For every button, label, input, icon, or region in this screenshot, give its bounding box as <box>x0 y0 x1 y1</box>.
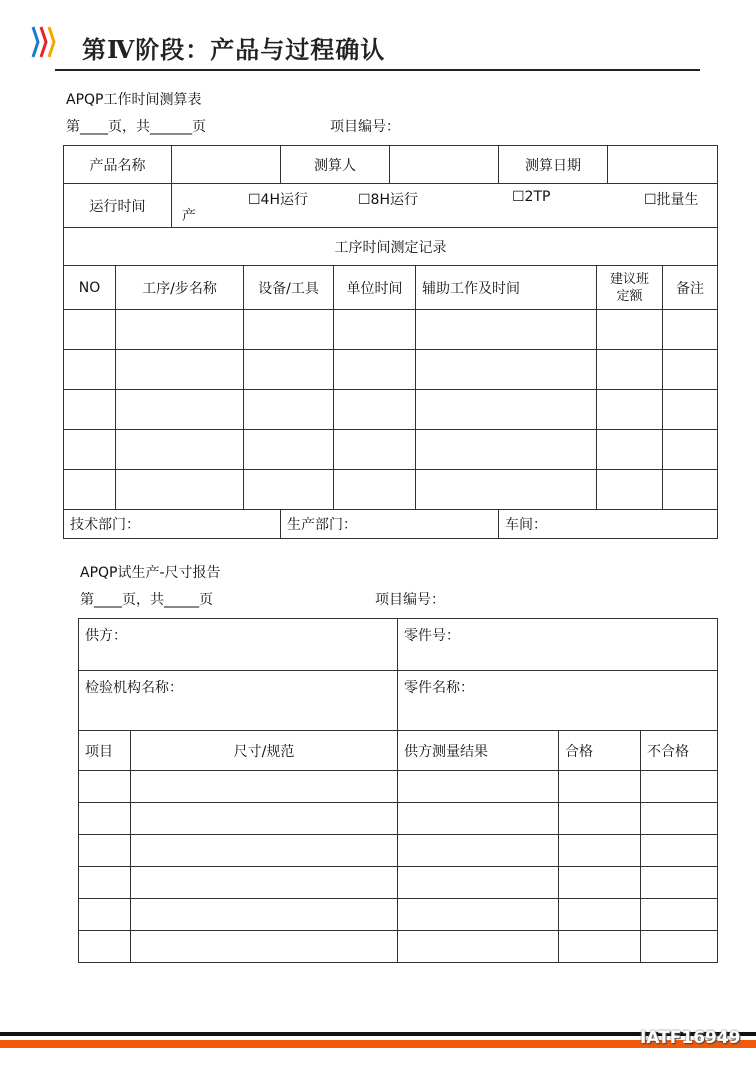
table-cell[interactable] <box>559 899 641 931</box>
table-cell[interactable] <box>559 835 641 867</box>
table-cell[interactable] <box>597 310 663 350</box>
col-supplier-result: 供方测量结果 <box>398 731 559 771</box>
col-process: 工序/步名称 <box>116 266 244 310</box>
table-cell[interactable] <box>416 310 597 350</box>
table-cell[interactable] <box>116 470 244 510</box>
table-row <box>79 771 718 803</box>
table-cell[interactable] <box>334 310 416 350</box>
table-cell[interactable] <box>244 470 334 510</box>
table-cell[interactable] <box>79 835 131 867</box>
form2-page-line: 第____页，共_____页 <box>80 592 213 608</box>
option-4h[interactable]: ☐4H运行 <box>248 191 308 208</box>
col-quota: 建议班定额 <box>597 266 663 310</box>
col-no: NO <box>64 266 116 310</box>
table-row <box>79 867 718 899</box>
table-cell[interactable] <box>597 430 663 470</box>
table-cell[interactable] <box>597 470 663 510</box>
part-no-field[interactable]: 零件号： <box>398 619 718 671</box>
measurer-field[interactable] <box>390 146 499 184</box>
watermark: IATF16949 <box>640 1028 741 1048</box>
table-row <box>79 931 718 963</box>
table-cell[interactable] <box>641 899 718 931</box>
table-cell[interactable] <box>641 803 718 835</box>
table-cell[interactable] <box>131 803 398 835</box>
run-time-options <box>172 184 718 228</box>
table-cell[interactable] <box>116 310 244 350</box>
col-unit-time: 单位时间 <box>334 266 416 310</box>
lab-name-field[interactable]: 检验机构名称： <box>79 671 398 731</box>
run-time-label: 运行时间 <box>64 184 172 228</box>
table-row <box>64 310 718 350</box>
table-cell[interactable] <box>244 350 334 390</box>
table-cell[interactable] <box>641 867 718 899</box>
product-name-field[interactable] <box>172 146 281 184</box>
section-title: 工序时间测定记录 <box>64 228 718 266</box>
form1-project-no: 项目编号： <box>330 119 400 135</box>
table-cell[interactable] <box>79 931 131 963</box>
table-cell[interactable] <box>416 350 597 390</box>
table-cell[interactable] <box>116 430 244 470</box>
tech-dept[interactable]: 技术部门： <box>64 510 281 539</box>
table-row <box>79 899 718 931</box>
table-cell[interactable] <box>131 867 398 899</box>
table-cell[interactable] <box>64 350 116 390</box>
table-cell[interactable] <box>416 470 597 510</box>
table-cell[interactable] <box>641 835 718 867</box>
col-dimension: 尺寸/规范 <box>131 731 398 771</box>
table-cell[interactable] <box>64 390 116 430</box>
table-cell[interactable] <box>79 899 131 931</box>
table-cell[interactable] <box>398 835 559 867</box>
table-row <box>64 350 718 390</box>
production-dept[interactable]: 生产部门： <box>281 510 499 539</box>
table-cell[interactable] <box>116 350 244 390</box>
form2-project-no: 项目编号： <box>375 592 445 608</box>
table-cell[interactable] <box>559 931 641 963</box>
table-cell[interactable] <box>398 771 559 803</box>
form1-page-line: 第____页，共______页 <box>66 119 206 135</box>
col-equipment: 设备/工具 <box>244 266 334 310</box>
table-cell[interactable] <box>416 390 597 430</box>
product-name-label: 产品名称 <box>64 146 172 184</box>
table-cell[interactable] <box>663 310 718 350</box>
measure-date-field[interactable] <box>608 146 718 184</box>
table-cell[interactable] <box>244 390 334 430</box>
table-cell[interactable] <box>663 430 718 470</box>
table-cell[interactable] <box>641 931 718 963</box>
form1-header-table <box>63 145 718 266</box>
col-aux-time: 辅助工作及时间 <box>416 266 597 310</box>
table-cell[interactable] <box>398 899 559 931</box>
table-row <box>79 835 718 867</box>
header-divider <box>55 69 700 71</box>
table-cell[interactable] <box>334 350 416 390</box>
option-2tp[interactable]: ☐2TP <box>512 188 551 205</box>
table-cell[interactable] <box>334 430 416 470</box>
table-cell[interactable] <box>416 430 597 470</box>
table-cell[interactable] <box>64 430 116 470</box>
col-remarks: 备注 <box>663 266 718 310</box>
col-item: 项目 <box>79 731 131 771</box>
table-cell[interactable] <box>663 470 718 510</box>
table-cell[interactable] <box>131 899 398 931</box>
table-cell[interactable] <box>116 390 244 430</box>
table-cell[interactable] <box>663 350 718 390</box>
form1-footer-table <box>63 509 718 539</box>
table-cell[interactable] <box>559 771 641 803</box>
table-cell[interactable] <box>398 931 559 963</box>
option-8h[interactable]: ☐8H运行 <box>358 191 418 208</box>
page-title: 第Ⅳ阶段：产品与过程确认 <box>82 35 386 64</box>
col-fail: 不合格 <box>641 731 718 771</box>
form1-record-table <box>63 265 718 510</box>
table-cell[interactable] <box>641 771 718 803</box>
col-pass: 合格 <box>559 731 641 771</box>
measurer-label: 测算人 <box>281 146 390 184</box>
workshop[interactable]: 车间： <box>499 510 718 539</box>
table-row <box>64 430 718 470</box>
table-row <box>64 390 718 430</box>
form2-title: APQP试生产-尺寸报告 <box>80 565 221 581</box>
table-cell[interactable] <box>79 771 131 803</box>
table-cell[interactable] <box>79 803 131 835</box>
table-cell[interactable] <box>559 803 641 835</box>
table-cell[interactable] <box>559 867 641 899</box>
table-cell[interactable] <box>597 390 663 430</box>
table-cell[interactable] <box>131 931 398 963</box>
supplier-field[interactable]: 供方： <box>79 619 398 671</box>
table-cell[interactable] <box>334 390 416 430</box>
table-cell[interactable] <box>398 867 559 899</box>
table-cell[interactable] <box>131 835 398 867</box>
option-batch-wrap: 产 <box>182 207 196 224</box>
table-cell[interactable] <box>244 430 334 470</box>
table-row <box>79 803 718 835</box>
option-batch[interactable]: ☐批量生 <box>644 191 699 208</box>
form2-header-table <box>78 618 718 731</box>
part-name-field[interactable]: 零件名称： <box>398 671 718 731</box>
form2-dimension-table <box>78 730 718 963</box>
table-row <box>64 470 718 510</box>
table-cell[interactable] <box>663 390 718 430</box>
table-cell[interactable] <box>597 350 663 390</box>
table-cell[interactable] <box>334 470 416 510</box>
form1-title: APQP工作时间测算表 <box>66 92 202 108</box>
table-cell[interactable] <box>64 310 116 350</box>
table-cell[interactable] <box>131 771 398 803</box>
measure-date-label: 测算日期 <box>499 146 608 184</box>
table-cell[interactable] <box>79 867 131 899</box>
table-cell[interactable] <box>64 470 116 510</box>
chevron-logo-icon <box>30 24 56 60</box>
table-cell[interactable] <box>244 310 334 350</box>
table-cell[interactable] <box>398 803 559 835</box>
